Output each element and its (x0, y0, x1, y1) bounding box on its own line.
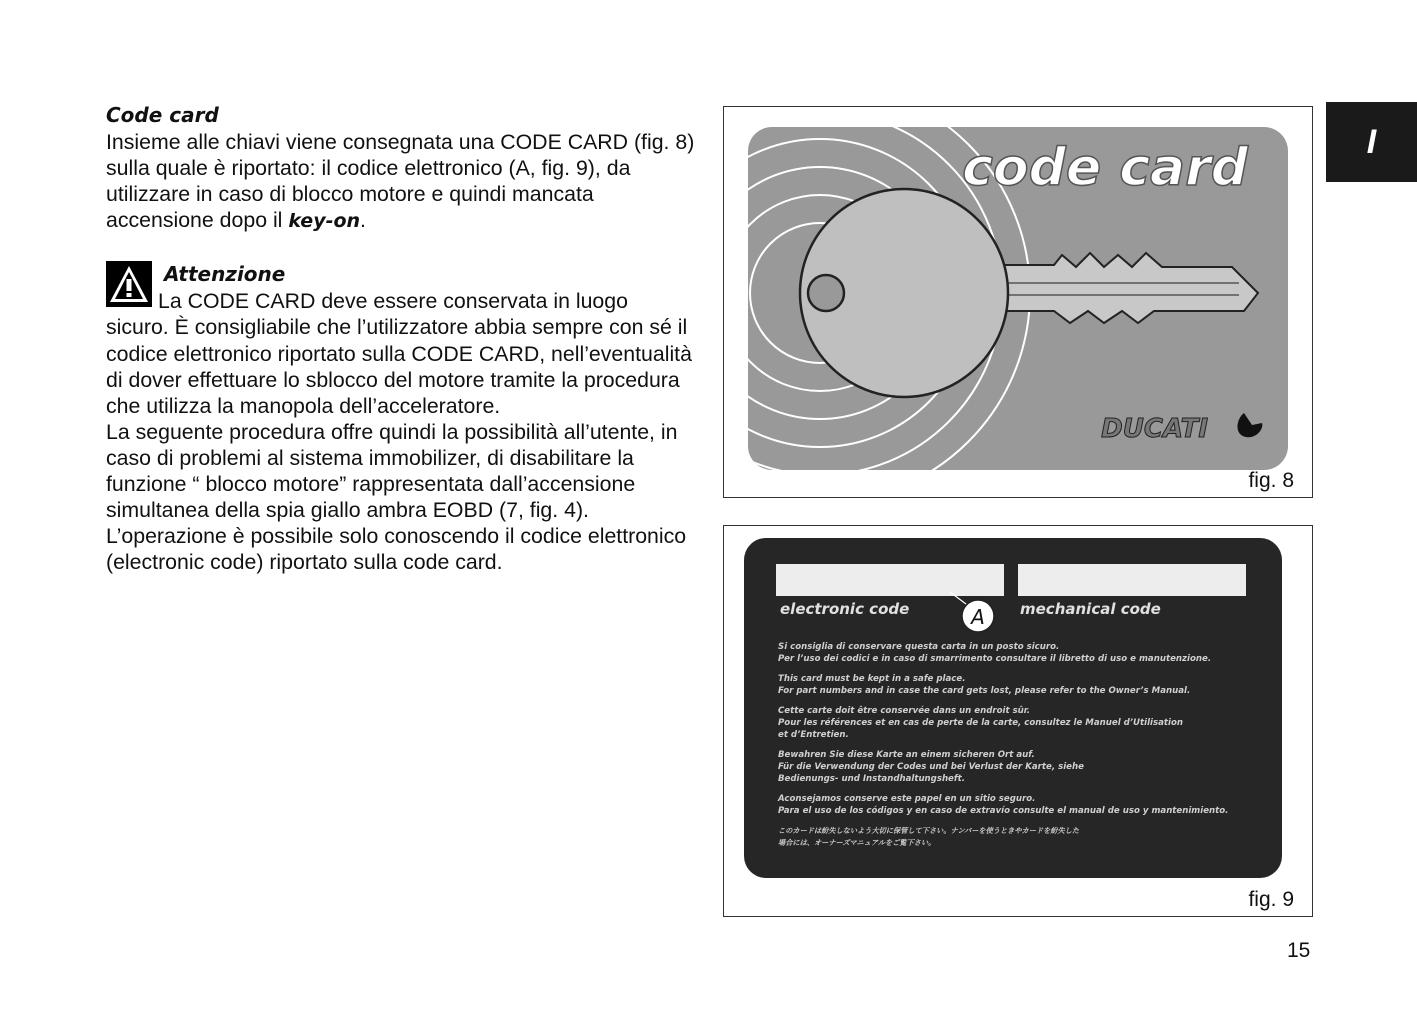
instruction-line: This card must be kept in a safe place. (778, 674, 966, 684)
instruction-line: et d’Entretien. (778, 730, 849, 740)
section-tab: I (1326, 102, 1417, 182)
warning-paragraph-1: La CODE CARD deve essere conservata in luogo sicuro. È consigliabile che l’utilizzatore abbia sempre con sé il codice elettronico riportato sulla CODE CARD, nell’eventualità di dover effettuare lo sblocco del motore tramite la procedura che utilizza la manopola dell’acceleratore. (106, 288, 696, 418)
instruction-line: Für die Verwendung der Codes und bei Verlust der Karte, siehe (778, 762, 1084, 772)
figure-8 (723, 106, 1313, 498)
instruction-line: Aconsejamos conserve este papel en un sitio seguro. (778, 794, 1036, 804)
key-on-emphasis: key-on (288, 210, 361, 233)
instruction-line: For part numbers and in case the card gets lost, please refer to the Owner’s Manual. (778, 686, 1191, 696)
instruction-line: Pour les références et en cas de perte de la carte, consultez le Manuel d’Utilisation (778, 718, 1183, 728)
warning-paragraph-3: L’operazione è possibile solo conoscendo il codice elettronico (electronic code) riportato sulla code card. (106, 524, 687, 575)
instruction-line: Bewahren Sie diese Karte an einem sicheren Ort auf. (778, 750, 1035, 760)
instruction-line: Para el uso de los códigos y en caso de extravío consulte el manual de uso y mantenimiento. (778, 806, 1229, 816)
code-card-paragraph: Insieme alle chiavi viene consegnata una CODE CARD (fig. 8) sulla quale è riportato: il codice elettronico (A, fig. 9), da utilizzare in caso di blocco motore e quindi mancata accensione dopo il key-on. (106, 130, 695, 233)
brand-logo-text: DUCATI (1101, 414, 1208, 444)
page-number: 15 (1287, 939, 1311, 962)
warning-triangle-icon (106, 261, 152, 307)
figure-9-label: fig. 9 (1248, 888, 1294, 911)
electronic-code-label: electronic code (780, 600, 910, 618)
warning-block (106, 260, 696, 575)
instruction-line: Si consiglia di conservare questa carta in un posto sicuro. (778, 642, 1060, 652)
instruction-line: このカードは紛失しないよう大切に保管して下さい。ナンバーを使うときやカードを紛失した (778, 826, 1080, 835)
electronic-code-field (776, 564, 1004, 596)
code-card-heading: Code card (106, 103, 219, 127)
card-title-text: code card (962, 138, 1248, 198)
instruction-line: Bedienungs- und Instandhaltungsheft. (778, 774, 966, 784)
mechanical-code-field (1018, 564, 1246, 596)
warning-title: Attenzione (164, 262, 286, 287)
mechanical-code-label: mechanical code (1020, 600, 1161, 618)
instruction-line: Per l’uso dei codici e in caso di smarrimento consultare il libretto di uso e manutenzione. (778, 654, 1212, 664)
callout-a-label: A (971, 605, 985, 629)
code-card-back-illustration (724, 526, 1312, 916)
figure-9 (723, 525, 1313, 917)
code-card-front-illustration (724, 107, 1312, 497)
figure-8-label: fig. 8 (1248, 469, 1294, 492)
text-column (106, 101, 696, 575)
instruction-line: 場合には、オーナーズマニュアルをご覧下さい。 (778, 838, 936, 847)
instruction-line: Cette carte doit être conservée dans un endroit sûr. (778, 706, 1031, 716)
warning-paragraph-2: La seguente procedura offre quindi la possibilità all’utente, in caso di problemi al sistema immobilizer, di disabilitare la funzione “ blocco motore” rappresentata dall’accensione simultanea della spia giallo ambra EOBD (7, fig. 4). (106, 419, 678, 523)
